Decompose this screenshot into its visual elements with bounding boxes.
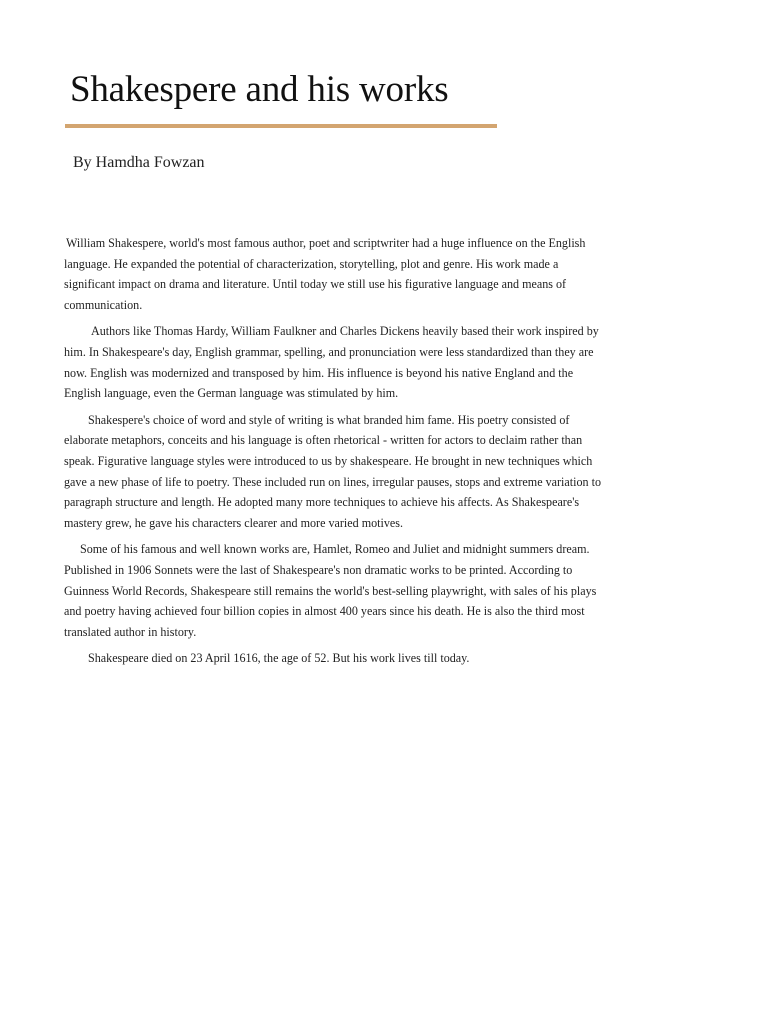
- paragraph-1: William Shakespere, world's most famous author, poet and scriptwriter had a huge influence on the English language. He expanded the potential of characterization, storytelling, plot and genre. His work made a significant impact on drama and literature. Until today we still use his figurative language and means of communication.: [64, 236, 586, 312]
- article-body: [64, 233, 604, 675]
- page-title: Shakespere and his works: [70, 69, 449, 110]
- paragraph-4: Some of his famous and well known works are, Hamlet, Romeo and Juliet and midnight summers dream. Published in 1906 Sonnets were the last of Shakespeare's non dramatic works to be printed. According to Guinness World Records, Shakespeare still remains the world's best-selling playwright, with sales of his plays and poetry having achieved four billion copies in almost 400 years since his death. He is also the third most translated author in history.: [64, 542, 597, 639]
- paragraph-3: Shakespere's choice of word and style of writing is what branded him fame. His poetry consisted of elaborate metaphors, conceits and his language is often rhetorical - written for actors to declaim rather than speak. Figurative language styles were introduced to us by shakespeare. He brought in new techniques which gave a new phase of life to poetry. These included run on lines, irregular pauses, stops and extreme variation to paragraph structure and length. He adopted many more techniques to achieve his affects. As Shakespeare's mastery grew, he gave his characters clearer and more varied motives.: [64, 412, 601, 530]
- paragraph-2: Authors like Thomas Hardy, William Faulkner and Charles Dickens heavily based their work inspired by him. In Shakespeare's day, English grammar, spelling, and pronunciation were less standardized than they are now. English was modernized and transposed by him. His influence is beyond his native England and the English language, even the German language was stimulated by him.: [64, 324, 599, 401]
- paragraph-5: Shakespeare died on 23 April 1616, the age of 52. But his work lives till today.: [88, 651, 470, 666]
- author-byline: By Hamdha Fowzan: [73, 154, 205, 171]
- title-underline: [65, 124, 497, 128]
